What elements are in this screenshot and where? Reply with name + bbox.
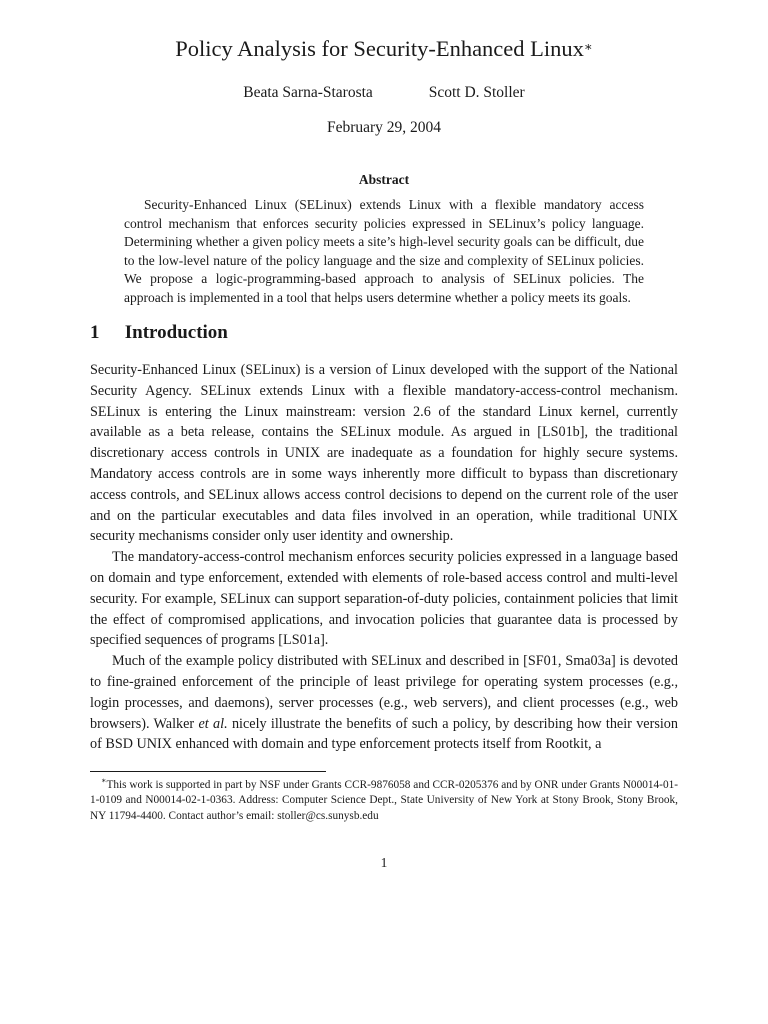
footnote-rule <box>90 771 326 772</box>
abstract-text: Security-Enhanced Linux (SELinux) extends Linux with a flexible mandatory access control mechanism that enforces security policies expressed in SELinux’s policy language. Determining whether a given policy meets a site’s high-level security goals can be difficult, due to the low-level nature of the policy language and the size and complexity of SELinux policies. We propose a logic-programming-based approach to analysis of SELinux policies. The approach is implemented in a tool that helps users determine whether a policy meets its goals. <box>124 197 644 305</box>
paragraph-3-part-1: Much of the example policy distributed with SELinux and described in [SF01, Sma03a] is devoted to fine-grained enforcement of the principle of least privilege for operating system processes (e.g., login processes, and daemons), server processes (e.g., web servers), and client processes (e.g., web browsers). Walker <box>90 653 678 732</box>
footnote-mark: ∗ <box>101 776 107 785</box>
paragraph-3-part-2: nicely illustrate the benefits of such a policy, by describing how their version of BSD UNIX enhanced with domain and type enforcement protects itself from Rootkit, a <box>90 715 678 753</box>
paper-date: February 29, 2004 <box>326 119 442 136</box>
paragraph-1: Security-Enhanced Linux (SELinux) is a version of Linux developed with the support of the National Security Agency. SELinux extends Linux with a flexible mandatory-access-control mechanism. SELinux is entering the Linux mainstream: version 2.6 of the standard Linux kernel, currently available as a beta release, contains the SELinux module. As argued in [LS01b], the traditional discretionary access controls in UNIX are inadequate as a foundation for highly secure systems. Mandatory access controls are in some ways inherently more difficult to bypass than discretionary access controls, and SELinux allows access control decisions to depend on the current role of the user and on the particular executables and data files involved in an operation, while traditional UNIX security mechanisms consider only user identity and ownership. <box>90 362 678 545</box>
paragraph-3 <box>90 651 678 755</box>
author-2: Scott D. Stoller <box>428 84 525 101</box>
footnote-text: This work is supported in part by NSF under Grants CCR-9876058 and CCR-0205376 and by ONR under Grants N00014-01-1-0109 and N00014-02-1-0363. Address: Computer Science Dept., State University of New York at Stony Brook, Stony Brook, NY 11794-4400. Contact author’s email: stoller@cs.sunysb.edu <box>90 778 678 822</box>
title-text: Policy Analysis for Security-Enhanced Linux <box>175 36 584 61</box>
title-footnote-mark: ∗ <box>583 39 593 54</box>
abstract-heading: Abstract <box>358 172 410 187</box>
paper-title <box>0 34 768 64</box>
author-1: Beata Sarna-Starosta <box>243 84 373 101</box>
footnote <box>90 773 678 824</box>
page-number: 1 <box>380 855 388 870</box>
body-text <box>90 360 678 755</box>
section-number: 1 <box>90 322 100 343</box>
paragraph-2: The mandatory-access-control mechanism enforces security policies expressed in a language based on domain and type enforcement, extended with elements of role-based access control and multi-level security. For example, SELinux can support separation-of-duty policies, containment policies that limit the effect of compromised applications, and invocation policies that guarantee data is processed by specified sequences of programs [LS01a]. <box>90 549 678 649</box>
section-heading <box>90 322 228 344</box>
author-list <box>0 84 768 102</box>
paragraph-3-emphasis: et al. <box>198 715 228 732</box>
section-title: Introduction <box>124 322 228 343</box>
